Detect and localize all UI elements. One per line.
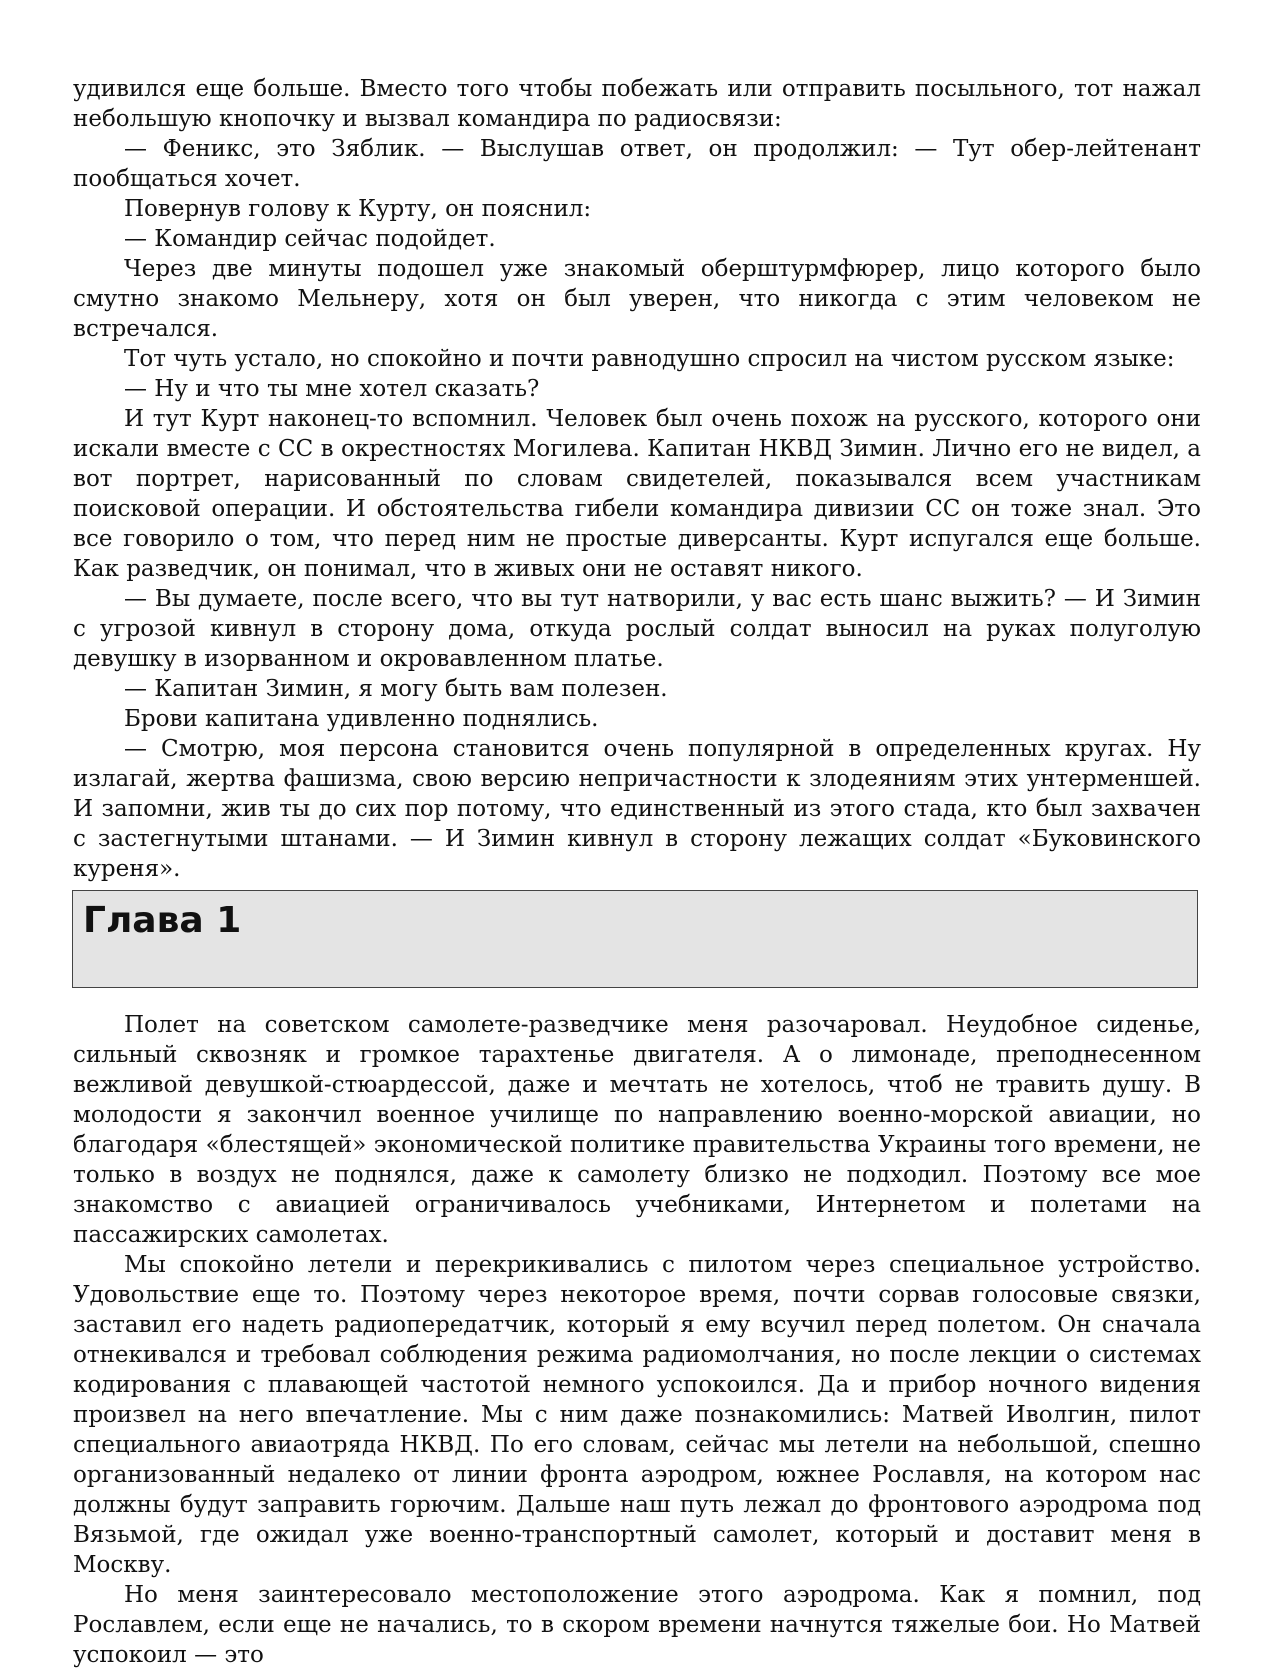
paragraph: Мы спокойно летели и перекрикивались с пилотом через специальное устройство. Удовольствие еще то. Поэтому через некоторое время, почти сорвав голосовые связки, заставил его надеть радиопередатчик, который я ему всучил перед полетом. Он сначала отнекивался и требовал соблюдения режима радиомолчания, но после лекции о системах кодирования с плавающей частотой немного успокоился. Да и прибор ночного видения произвел на него впечатление. Мы с ним даже познакомились: Матвей Иволгин, пилот специального авиаотряда НКВД. По его словам, сейчас мы летели на небольшой, спешно организованный недалеко от линии фронта аэродром, южнее Рославля, на котором нас должны будут заправить горючим. Дальше наш путь лежал до фронтового аэродрома под Вязьмой, где ожидал уже военно-транспортный самолет, который и доставит меня в Москву. [73, 1252, 1201, 1578]
paragraph: Тот чуть устало, но спокойно и почти равнодушно спросил на чистом русском языке: [124, 346, 1175, 372]
paragraph: И тут Курт наконец-то вспомнил. Человек был очень похож на русского, которого они искали вместе с СС в окрестностях Могилева. Капитан НКВД Зимин. Лично его не видел, а вот портрет, нарисованный по словам свидетелей, показывался всем участникам поисковой операции. И обстоятельства гибели командира дивизии СС он тоже знал. Это все говорило о том, что перед ним не простые диверсанты. Курт испугался еще больше. Как разведчик, он понимал, что в живых они не оставят никого. [73, 406, 1201, 582]
paragraph: — Вы думаете, после всего, что вы тут натворили, у вас есть шанс выжить? — И Зимин с угрозой кивнул в сторону дома, откуда рослый солдат выносил на руках полуголую девушку в изорванном и окровавленном платье. [73, 586, 1201, 672]
paragraph: — Феникс, это Зяблик. — Выслушав ответ, он продолжил: — Тут обер-лейтенант пообщаться хочет. [73, 136, 1201, 192]
paragraph: Через две минуты подошел уже знакомый оберштурмфюрер, лицо которого было смутно знакомо Мельнеру, хотя он был уверен, что никогда с этим человеком не встречался. [73, 256, 1201, 342]
paragraph: Полет на советском самолете-разведчике меня разочаровал. Неудобное сиденье, сильный сквозняк и громкое тарахтенье двигателя. А о лимонаде, преподнесенном вежливой девушкой-стюардессой, даже и мечтать не хотелось, чтоб не травить душу. В молодости я закончил военное училище по направлению военно-морской авиации, но благодаря «блестящей» экономической политике правительства Украины того времени, не только в воздух не поднялся, даже к самолету близко не подходил. Поэтому все мое знакомство с авиацией ограничивалось учебниками, Интернетом и полетами на пассажирских самолетах. [73, 1012, 1201, 1248]
paragraph: — Ну и что ты мне хотел сказать? [124, 376, 540, 402]
text-block-after-chapter [73, 1010, 1201, 1670]
text-block-before-chapter [73, 74, 1201, 884]
paragraph: — Смотрю, моя персона становится очень популярной в определенных кругах. Ну излагай, жертва фашизма, свою версию непричастности к злодеяниям этих унтерменшей. И запомни, жив ты до сих пор потому, что единственный из этого стада, кто был захвачен с застегнутыми штанами. — И Зимин кивнул в сторону лежащих солдат «Буковинского куреня». [73, 736, 1201, 882]
chapter-heading-box [72, 890, 1198, 988]
chapter-title: Глава 1 [83, 900, 242, 941]
book-page [73, 74, 1201, 1670]
paragraph: удивился еще больше. Вместо того чтобы побежать или отправить посыльного, тот нажал небольшую кнопочку и вызвал командира по радиосвязи: [73, 76, 1201, 132]
paragraph: — Командир сейчас подойдет. [124, 226, 496, 252]
paragraph: Но меня заинтересовало местоположение этого аэродрома. Как я помнил, под Рославлем, если еще не начались, то в скором времени начнутся тяжелые бои. Но Матвей успокоил — это [73, 1582, 1201, 1668]
paragraph: — Капитан Зимин, я могу быть вам полезен. [124, 676, 668, 702]
paragraph: Повернув голову к Курту, он пояснил: [124, 196, 592, 222]
paragraph: Брови капитана удивленно поднялись. [124, 706, 599, 732]
